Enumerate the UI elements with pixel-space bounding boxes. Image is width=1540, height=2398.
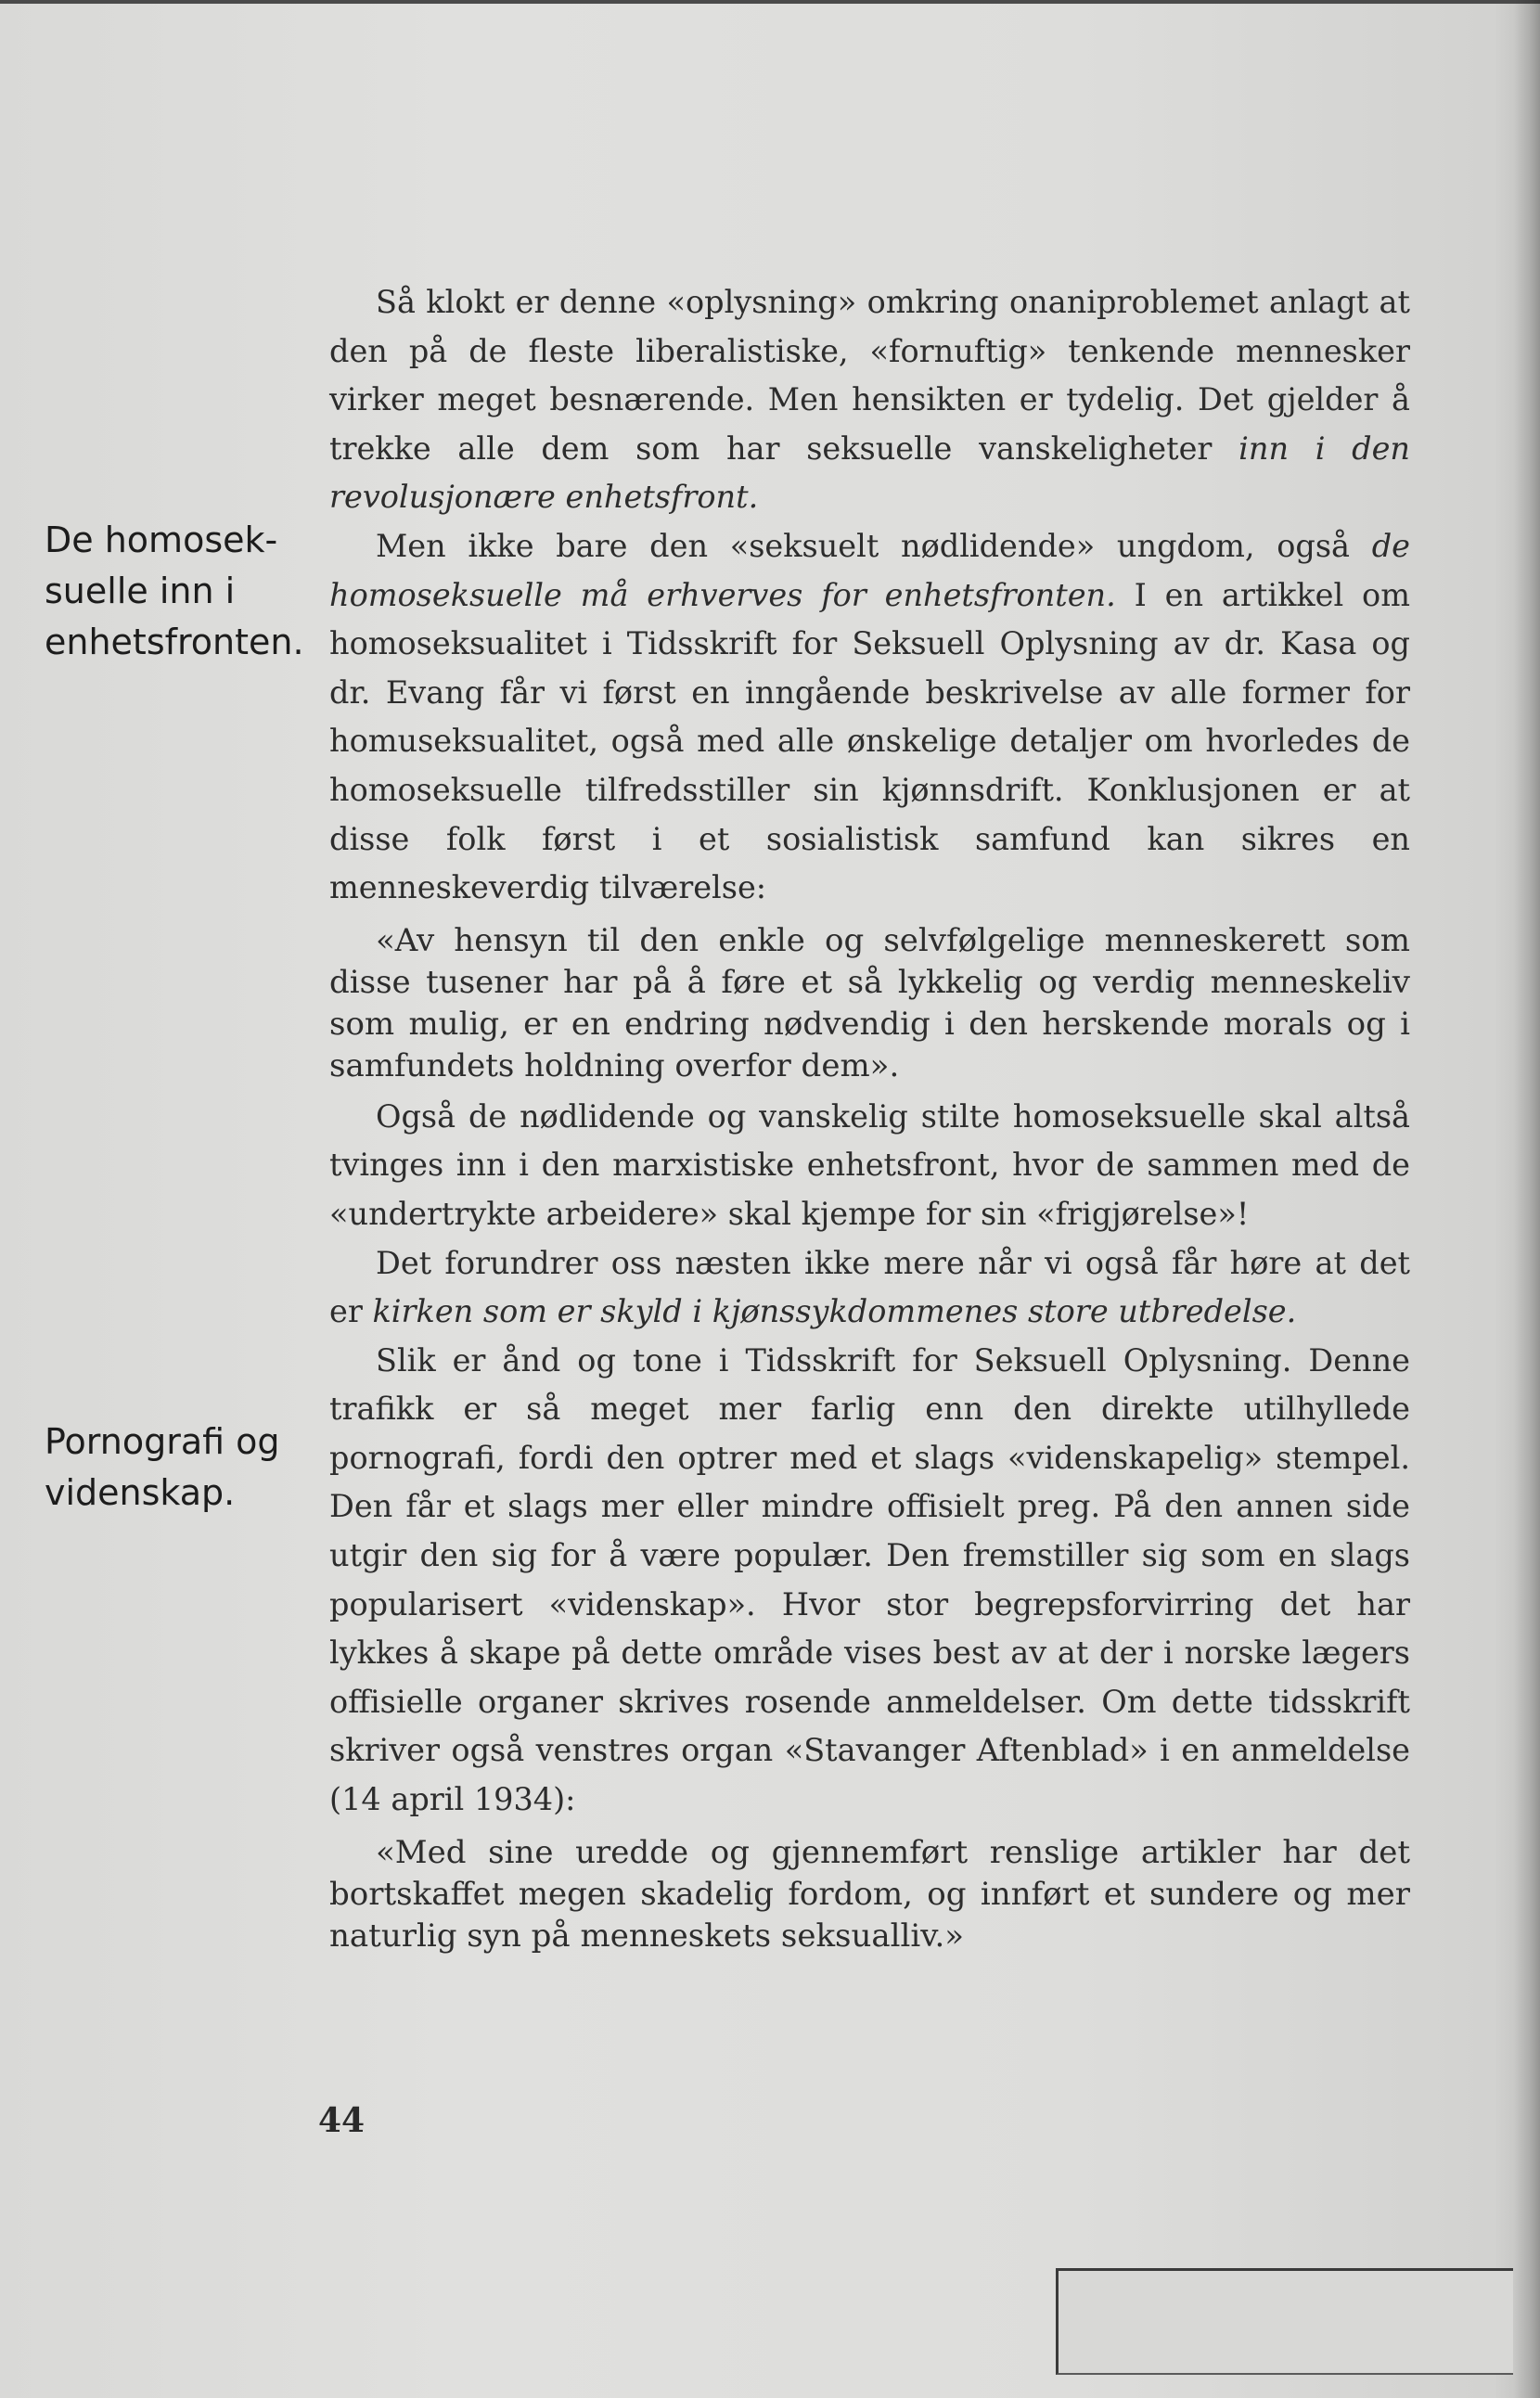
paragraph-text: Så klokt er denne «oplysning» omkring onaniproblemet anlagt at den på de fleste liberalistiske, «fornuftig» tenkende mennesker virker meget besnærende. Men hensikten er tydelig. Det gjelder å trekke alle dem som har seksuelle vanskeligheter (329, 284, 1410, 467)
margin-heading-line: suelle inn i (45, 571, 236, 611)
body-text (329, 278, 1410, 1963)
block-quote-aftenblad: «Med sine uredde og gjennemført renslige artikler har det bortskaffet megen skadelig fordom, og innført et sundere og mer naturlig syn på menneskets seksualliv.» (329, 1833, 1410, 1955)
paragraph-text: I en artikkel om homoseksualitet i Tidsskrift for Seksuell Oplysning av dr. Kasa og dr. Evang får vi først en inngående beskrivelse av alle former for homuseksualitet, også med alle ønskelige detaljer om hvorledes de homoseksuelle tilfredsstiller sin kjønnsdrift. Konklusjonen er at disse folk først i et sosialistisk samfund kan sikres en menneskeverdig tilværelse: (329, 576, 1410, 906)
margin-heading-line: Pornografi og (45, 1421, 280, 1462)
margin-heading-homoseksuelle (45, 515, 304, 668)
margin-heading-pornografi (45, 1417, 280, 1519)
page-edge-shadow (1514, 0, 1540, 2398)
library-stamp-box (1056, 2268, 1513, 2375)
page-number: 44 (318, 2101, 366, 2140)
paragraph-marxistiske: Også de nødlidende og vanskelig stilte homoseksuelle skal altså tvinges inn i den marxistiske enhetsfront, hvor de sammen med de «undertrykte arbeidere» skal kjempe for sin «frigjørelse»! (329, 1097, 1410, 1232)
page-top-edge (0, 0, 1540, 4)
paragraph-italic: inn i den revolusjonære enhetsfront. (329, 430, 1410, 516)
margin-heading-line: enhetsfronten. (45, 622, 304, 662)
block-quote-menneskerett: «Av hensyn til den enkle og selvfølgelige menneskerett som disse tusener har på å føre et så lykkelig og verdig menneskeliv som mulig, er en endring nødvendig i den herskende morals og i samfundets holdning overfor dem». (329, 921, 1410, 1084)
paragraph-italic: de homoseksuelle må erhverves for enhetsfronten. (329, 527, 1410, 613)
paragraph-text: Det forundrer oss næsten ikke mere når vi også får høre at det er (329, 1244, 1410, 1330)
paragraph-onani (329, 278, 1410, 522)
paragraph-tidsskrift: Slik er ånd og tone i Tidsskrift for Seksuell Oplysning. Denne trafikk er så meget mer farlig enn den direkte utilhyllede pornografi, fordi den optrer med et slags «videnskapelig» stempel. Den får et slags mer eller mindre offisielt preg. På den annen side utgir den sig for å være populær. Den fremstiller sig som en slags popularisert «videnskap». Hvor stor begrepsforvirring det har lykkes å skape på dette område vises best av at der i norske lægers offisielle organer skrives rosende anmeldelser. Om dette tidsskrift skriver også venstres organ «Stavanger Aftenblad» i en anmeldelse (14 april 1934): (329, 1341, 1410, 1818)
paragraph-italic: kirken som er skyld i kjønssykdommenes store utbredelse. (372, 1293, 1297, 1330)
paragraph-kirken (329, 1239, 1410, 1337)
paragraph-homoseksuelle (329, 522, 1410, 913)
margin-heading-line: videnskap. (45, 1472, 236, 1513)
paragraph-text: Men ikke bare den «seksuelt nødlidende» ungdom, også (376, 527, 1372, 564)
margin-heading-line: De homosek- (45, 519, 278, 560)
